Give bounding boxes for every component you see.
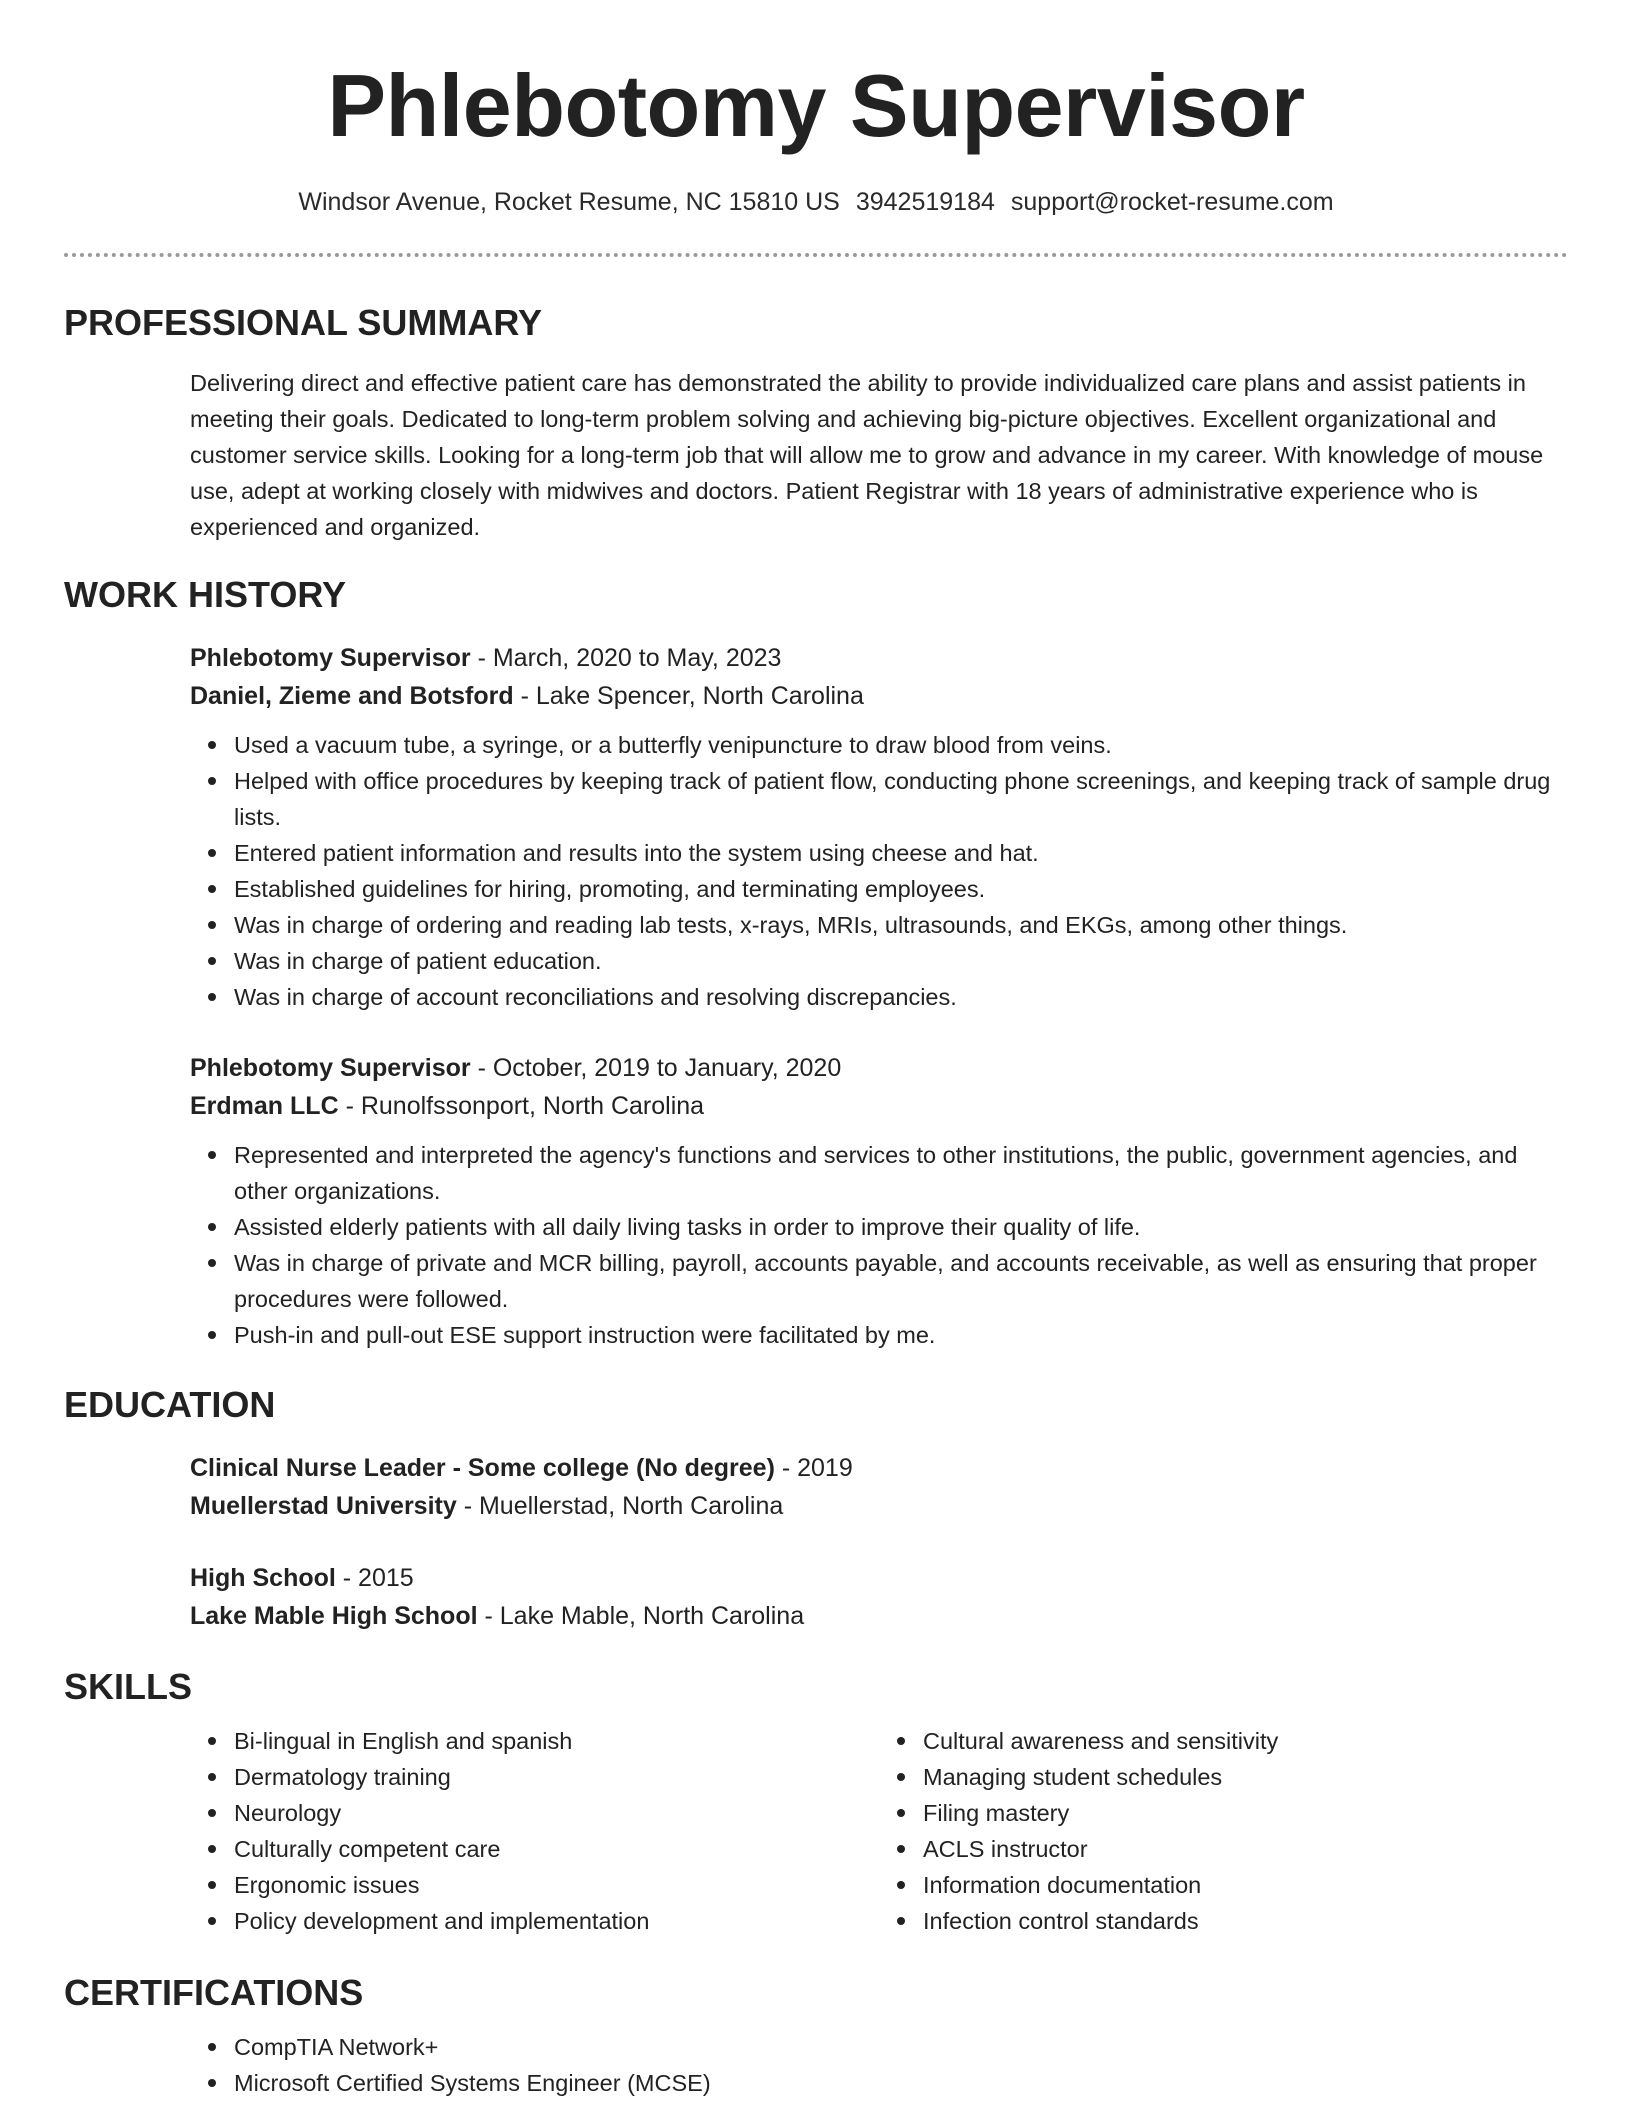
skills-left-column [190,1723,879,1939]
skills-right-column [879,1723,1568,1939]
degree: High School [190,1564,336,1592]
list-item: Filing mastery [923,1795,1568,1831]
list-item: Neurology [234,1795,879,1831]
job-dates: - March, 2020 to May, 2023 [470,644,782,672]
list-item: Ergonomic issues [234,1867,879,1903]
degree: Clinical Nurse Leader - Some college (No degree) [190,1454,775,1482]
job-role: Phlebotomy Supervisor [190,1054,471,1082]
degree-line [190,1559,1568,1597]
job-entry [190,1049,1568,1353]
section-title-skills: SKILLS [64,1666,193,1707]
education-section [64,1383,1568,1635]
job-bullets [190,1137,1568,1353]
job-entry [190,639,1568,1015]
list-item: Push-in and pull-out ESE support instruction were facilitated by me. [234,1317,1568,1353]
phone: 3942519184 [855,188,995,216]
degree-line [190,1449,1568,1487]
skills-section [64,1665,1568,1939]
list-item: Bi-lingual in English and spanish [234,1723,879,1759]
list-item: Microsoft Certified Systems Engineer (MCSE) [234,2065,1568,2101]
school-line [190,1487,1568,1525]
list-item: Helped with office procedures by keeping track of patient flow, conducting phone screenings, and keeping track of sample drug lists. [234,763,1568,835]
job-role: Phlebotomy Supervisor [190,644,471,672]
address: Windsor Avenue, Rocket Resume, NC 15810 US [298,188,840,216]
school-location: - Lake Mable, North Carolina [477,1602,805,1630]
list-item: Established guidelines for hiring, promoting, and terminating employees. [234,871,1568,907]
school-location: - Muellerstad, North Carolina [456,1492,784,1520]
job-dates: - October, 2019 to January, 2020 [470,1054,842,1082]
list-item: Culturally competent care [234,1831,879,1867]
section-title-certifications: CERTIFICATIONS [64,1972,364,2013]
list-item: Policy development and implementation [234,1903,879,1939]
email: support@rocket-resume.com [1010,188,1334,216]
education-entry [190,1559,1568,1635]
section-title-summary: PROFESSIONAL SUMMARY [64,302,543,343]
list-item: Used a vacuum tube, a syringe, or a butterfly venipuncture to draw blood from veins. [234,727,1568,763]
school-line [190,1597,1568,1635]
summary-section [64,301,1568,545]
degree-year: - 2015 [335,1564,414,1592]
certifications-section [64,1971,1568,2101]
job-location: - Runolfssonport, North Carolina [338,1092,705,1120]
certifications-list-wrap [190,2029,1568,2101]
school: Lake Mable High School [190,1602,478,1630]
school: Muellerstad University [190,1492,457,1520]
job-company-line [190,677,1568,715]
degree-year: - 2019 [774,1454,853,1482]
resume-header [0,0,1632,217]
list-item: Assisted elderly patients with all daily living tasks in order to improve their quality of life. [234,1209,1568,1245]
summary-text: Delivering direct and effective patient care has demonstrated the ability to provide individualized care plans and assist patients in meeting their goals. Dedicated to long-term problem solving and achieving big-picture objectives. Excellent organizational and customer service skills. Looking for a long-term job that will allow me to grow and advance in my career. With knowledge of mouse use, adept at working closely with midwives and doctors. Patient Registrar with 18 years of administrative experience who is experienced and organized. [190,370,1544,540]
section-title-education: EDUCATION [64,1384,276,1425]
job-company-line [190,1087,1568,1125]
list-item: Was in charge of private and MCR billing, payroll, accounts payable, and accounts receivable, as well as ensuring that proper procedures were followed. [234,1245,1568,1317]
list-item: Was in charge of ordering and reading lab tests, x-rays, MRIs, ultrasounds, and EKGs, among other things. [234,907,1568,943]
job-bullets [190,727,1568,1015]
certifications-list [190,2029,1568,2101]
section-title-work: WORK HISTORY [64,574,347,615]
list-item: Dermatology training [234,1759,879,1795]
education-entry [190,1449,1568,1525]
job-title-line [190,1049,1568,1087]
list-item: ACLS instructor [923,1831,1568,1867]
job-company: Daniel, Zieme and Botsford [190,682,514,710]
list-item: Infection control standards [923,1903,1568,1939]
contact-line [0,188,1632,217]
job-location: - Lake Spencer, North Carolina [513,682,864,710]
skills-grid [190,1723,1568,1939]
list-item: Represented and interpreted the agency's functions and services to other institutions, the public, government agencies, and other organizations. [234,1137,1568,1209]
list-item: Cultural awareness and sensitivity [923,1723,1568,1759]
job-title-line [190,639,1568,677]
header-divider [64,253,1568,257]
list-item: Managing student schedules [923,1759,1568,1795]
job-company: Erdman LLC [190,1092,339,1120]
list-item: CompTIA Network+ [234,2029,1568,2065]
list-item: Information documentation [923,1867,1568,1903]
list-item: Was in charge of patient education. [234,943,1568,979]
candidate-name: Phlebotomy Supervisor [327,56,1305,155]
list-item: Was in charge of account reconciliations and resolving discrepancies. [234,979,1568,1015]
list-item: Entered patient information and results into the system using cheese and hat. [234,835,1568,871]
work-history-section [64,573,1568,1353]
